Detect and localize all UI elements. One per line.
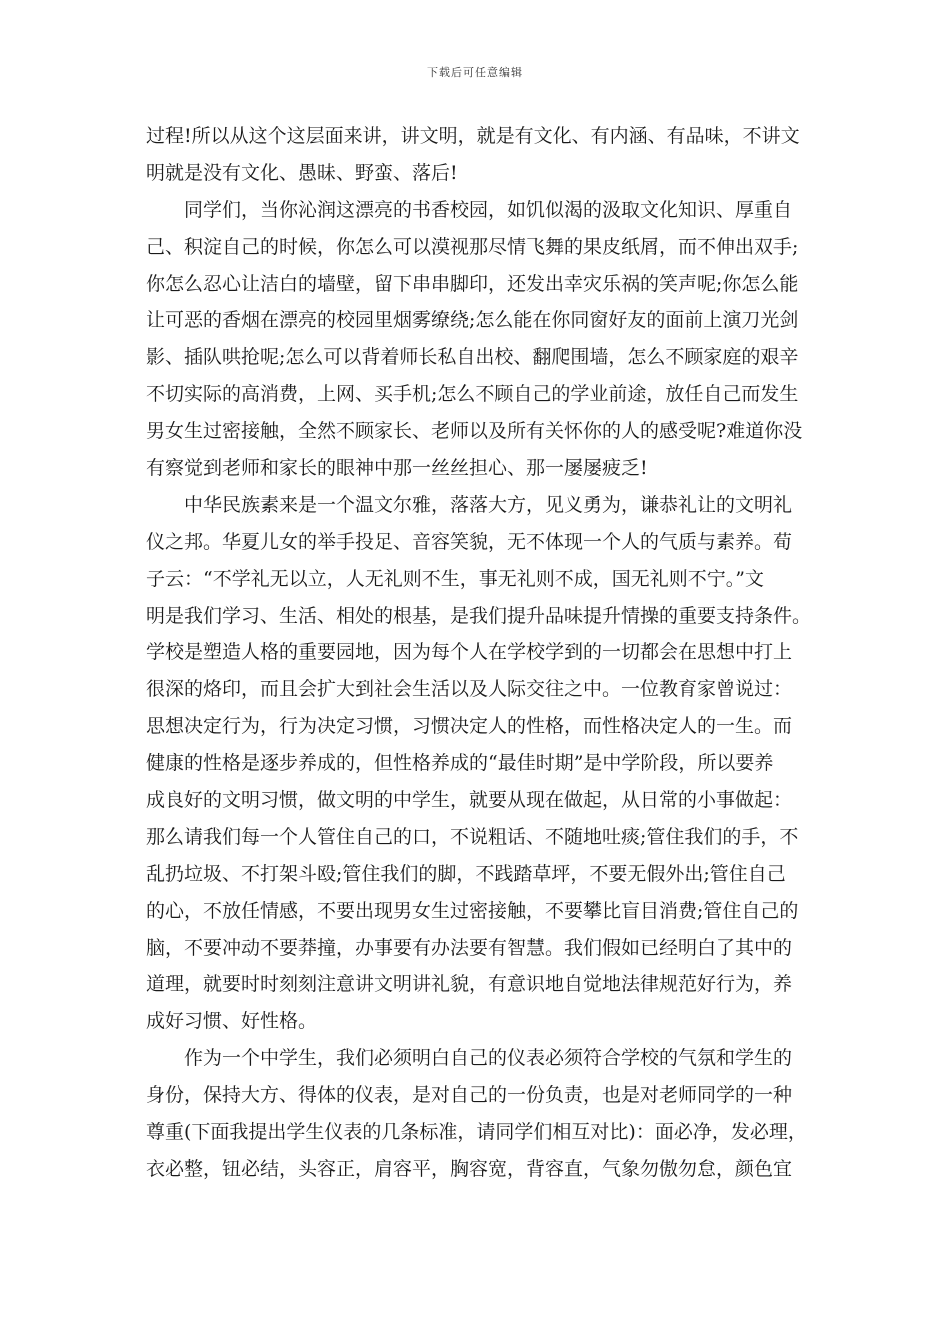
- text-line: 健康的性格是逐步养成的，但性格养成的“最佳时期”是中学阶段，所以要养: [146, 752, 774, 775]
- text-line: 脑，不要冲动不要莽撞，办事要有办法要有智慧。我们假如已经明白了其中的: [146, 936, 793, 959]
- text-line: 学校是塑造人格的重要园地，因为每个人在学校学到的一切都会在思想中打上: [146, 641, 793, 664]
- text-line: 道理，就要时时刻刻注意讲文明讲礼貌，有意识地自觉地法律规范好行为，养: [146, 973, 793, 996]
- text-line: 同学们，当你沁润这漂亮的书香校园，如饥似渴的汲取文化知识、厚重自: [146, 198, 793, 221]
- text-line: 衣必整，钮必结，头容正，肩容平，胸容宽，背容直，气象勿傲勿怠，颜色宜: [146, 1157, 793, 1180]
- text-line: 很深的烙印，而且会扩大到社会生活以及人际交往之中。一位教育家曾说过：: [146, 678, 793, 701]
- text-line: 明是我们学习、生活、相处的根基，是我们提升品味提升情操的重要支持条件。: [146, 604, 812, 627]
- text-line: 不切实际的高消费，上网、买手机;怎么不顾自己的学业前途，放任自己而发生: [146, 383, 799, 406]
- text-line: 中华民族素来是一个温文尔雅，落落大方，见义勇为，谦恭礼让的文明礼: [146, 493, 793, 516]
- text-line: 有察觉到老师和家长的眼神中那一丝丝担心、那一屡屡疲乏!: [146, 457, 648, 480]
- text-line: 影、插队哄抢呢;怎么可以背着师长私自出校、翻爬围墙，怎么不顾家庭的艰辛: [146, 346, 799, 369]
- text-line: 成良好的文明习惯，做文明的中学生，就要从现在做起，从日常的小事做起：: [146, 789, 793, 812]
- body-text: [146, 118, 828, 1188]
- text-line: 明就是没有文化、愚昧、野蛮、落后!: [146, 161, 458, 184]
- text-line: 身份，保持大方、得体的仪表，是对自己的一份负责，也是对老师同学的一种: [146, 1084, 793, 1107]
- text-line: 子云：“不学礼无以立，人无礼则不生，事无礼则不成，国无礼则不宁。”文: [146, 567, 764, 590]
- text-line: 仪之邦。华夏儿女的举手投足、音容笑貌，无不体现一个人的气质与素养。荀: [146, 530, 793, 553]
- page-header: 下载后可任意编辑: [427, 66, 523, 79]
- text-line: 你怎么忍心让洁白的墙壁，留下串串脚印，还发出幸灾乐祸的笑声呢;你怎么能: [146, 272, 799, 295]
- text-line: 男女生过密接触，全然不顾家长、老师以及所有关怀你的人的感受呢?难道你没: [146, 420, 803, 443]
- text-line: 成好习惯、好性格。: [146, 1010, 318, 1033]
- text-line: 过程!所以从这个这层面来讲，讲文明，就是有文化、有内涵、有品味，不讲文: [146, 125, 800, 147]
- text-line: 己、积淀自己的时候，你怎么可以漠视那尽情飞舞的果皮纸屑，而不伸出双手;: [146, 235, 799, 258]
- text-line: 乱扔垃圾、不打架斗殴;管住我们的脚，不践踏草坪，不要无假外出;管住自己: [146, 862, 786, 885]
- text-line: 让可恶的香烟在漂亮的校园里烟雾缭绕;怎么能在你同窗好友的面前上演刀光剑: [146, 309, 799, 332]
- text-line: 作为一个中学生，我们必须明白自己的仪表必须符合学校的气氛和学生的: [146, 1047, 793, 1070]
- text-line: 的心，不放任情感，不要出现男女生过密接触，不要攀比盲目消费;管住自己的: [146, 899, 799, 922]
- text-line: 那么请我们每一个人管住自己的口，不说粗话、不随地吐痰;管住我们的手，不: [146, 825, 799, 848]
- text-line: 尊重(下面我提出学生仪表的几条标准，请同学们相互对比)：面必净，发必理，: [146, 1121, 807, 1144]
- text-line: 思想决定行为，行为决定习惯，习惯决定人的性格，而性格决定人的一生。而: [146, 715, 793, 738]
